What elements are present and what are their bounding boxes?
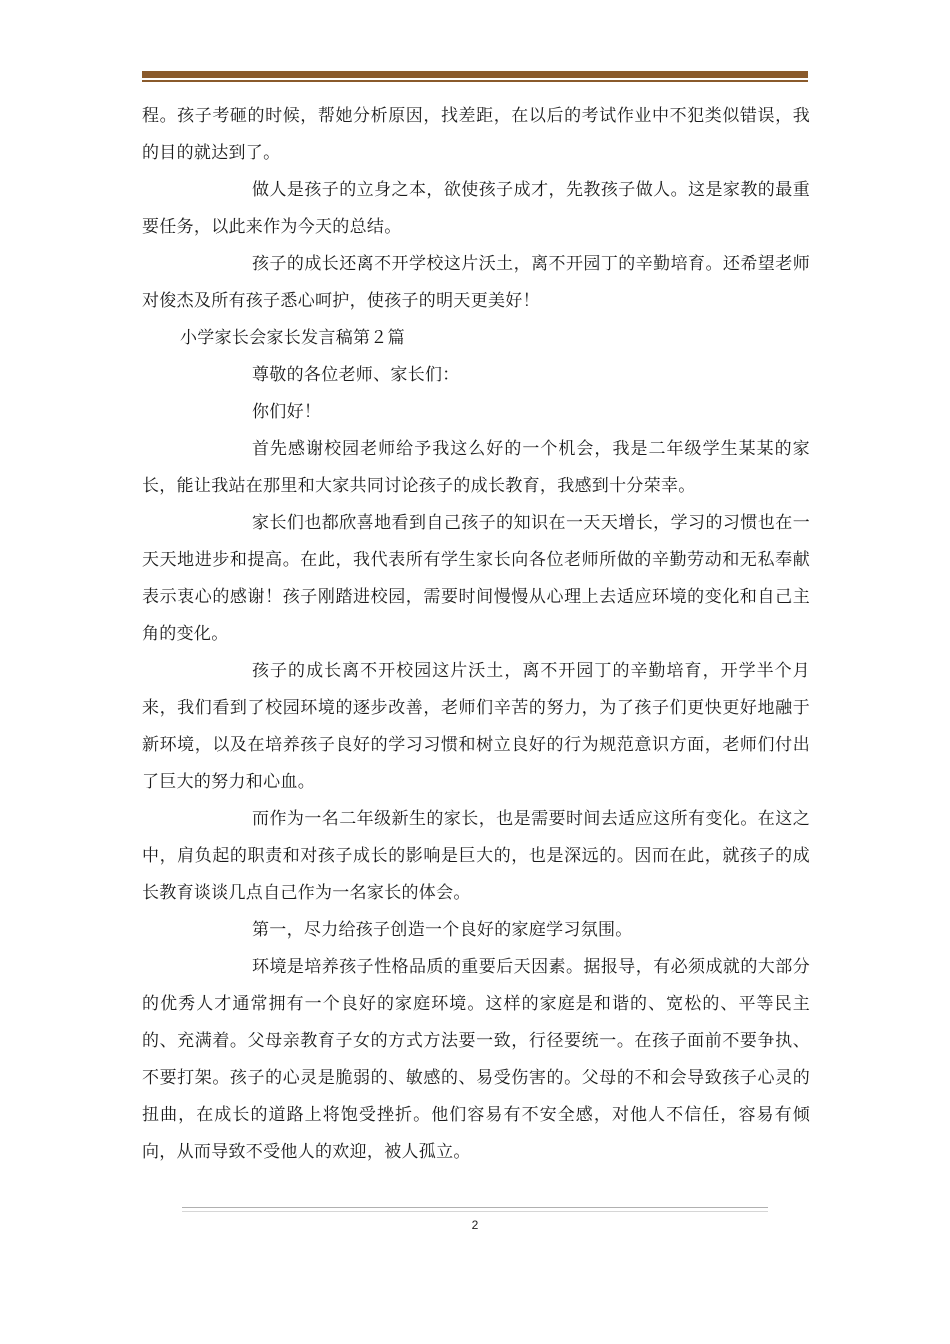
paragraph: 环境是培养孩子性格品质的重要后天因素。据报导，有必须成就的大部分的优秀人才通常拥有一个良好的家庭环境。这样的家庭是和谐的、宽松的、平等民主的、充满着。父母亲教育子女的方式方法要一致，行径要统一。在孩子面前不要争执、不要打架。孩子的心灵是脆弱的、敏感的、易受伤害的。父母的不和会导致孩子心灵的扭曲，在成长的道路上将饱受挫折。他们容易有不安全感，对他人不信任，容易有倾向，从而导致不受他人的欢迎，被人孤立。 bbox=[142, 957, 810, 1162]
document-body bbox=[142, 98, 810, 1171]
greeting: 你们好！ bbox=[252, 402, 322, 422]
header-rule-thin bbox=[142, 80, 808, 82]
header-rule bbox=[142, 71, 808, 78]
paragraph: 程。孩子考砸的时候，帮她分析原因，找差距，在以后的考试作业中不犯类似错误，我的目的就达到了。 bbox=[142, 106, 810, 163]
paragraph: 孩子的成长还离不开学校这片沃土，离不开园丁的辛勤培育。还希望老师对俊杰及所有孩子悉心呵护，使孩子的明天更美好！ bbox=[142, 254, 810, 311]
paragraph: 做人是孩子的立身之本，欲使孩子成才，先教孩子做人。这是家教的最重要任务，以此来作为今天的总结。 bbox=[142, 180, 810, 237]
salutation: 尊敬的各位老师、家长们： bbox=[252, 365, 460, 385]
subheading: 第一，尽力给孩子创造一个良好的家庭学习氛围。 bbox=[252, 920, 633, 940]
paragraph: 首先感谢校园老师给予我这么好的一个机会，我是二年级学生某某的家长，能让我站在那里和大家共同讨论孩子的成长教育，我感到十分荣幸。 bbox=[142, 439, 810, 496]
section-title: 小学家长会家长发言稿第２篇 bbox=[180, 328, 405, 348]
paragraph: 孩子的成长离不开校园这片沃土，离不开园丁的辛勤培育，开学半个月来，我们看到了校园环境的逐步改善，老师们辛苦的努力，为了孩子们更快更好地融于新环境，以及在培养孩子良好的学习习惯和树立良好的行为规范意识方面，老师们付出了巨大的努力和心血。 bbox=[142, 661, 810, 792]
footer-rule bbox=[182, 1207, 768, 1208]
footer-rule-thin bbox=[182, 1211, 768, 1212]
page-number: 2 bbox=[471, 1218, 479, 1232]
paragraph: 而作为一名二年级新生的家长，也是需要时间去适应这所有变化。在这之中，肩负起的职责和对孩子成长的影响是巨大的，也是深远的。因而在此，就孩子的成长教育谈谈几点自己作为一名家长的体会。 bbox=[142, 809, 810, 903]
paragraph: 家长们也都欣喜地看到自己孩子的知识在一天天增长，学习的习惯也在一天天地进步和提高。在此，我代表所有学生家长向各位老师所做的辛勤劳动和无私奉献表示衷心的感谢！孩子刚踏进校园，需要时间慢慢从心理上去适应环境的变化和自己主角的变化。 bbox=[142, 513, 810, 644]
